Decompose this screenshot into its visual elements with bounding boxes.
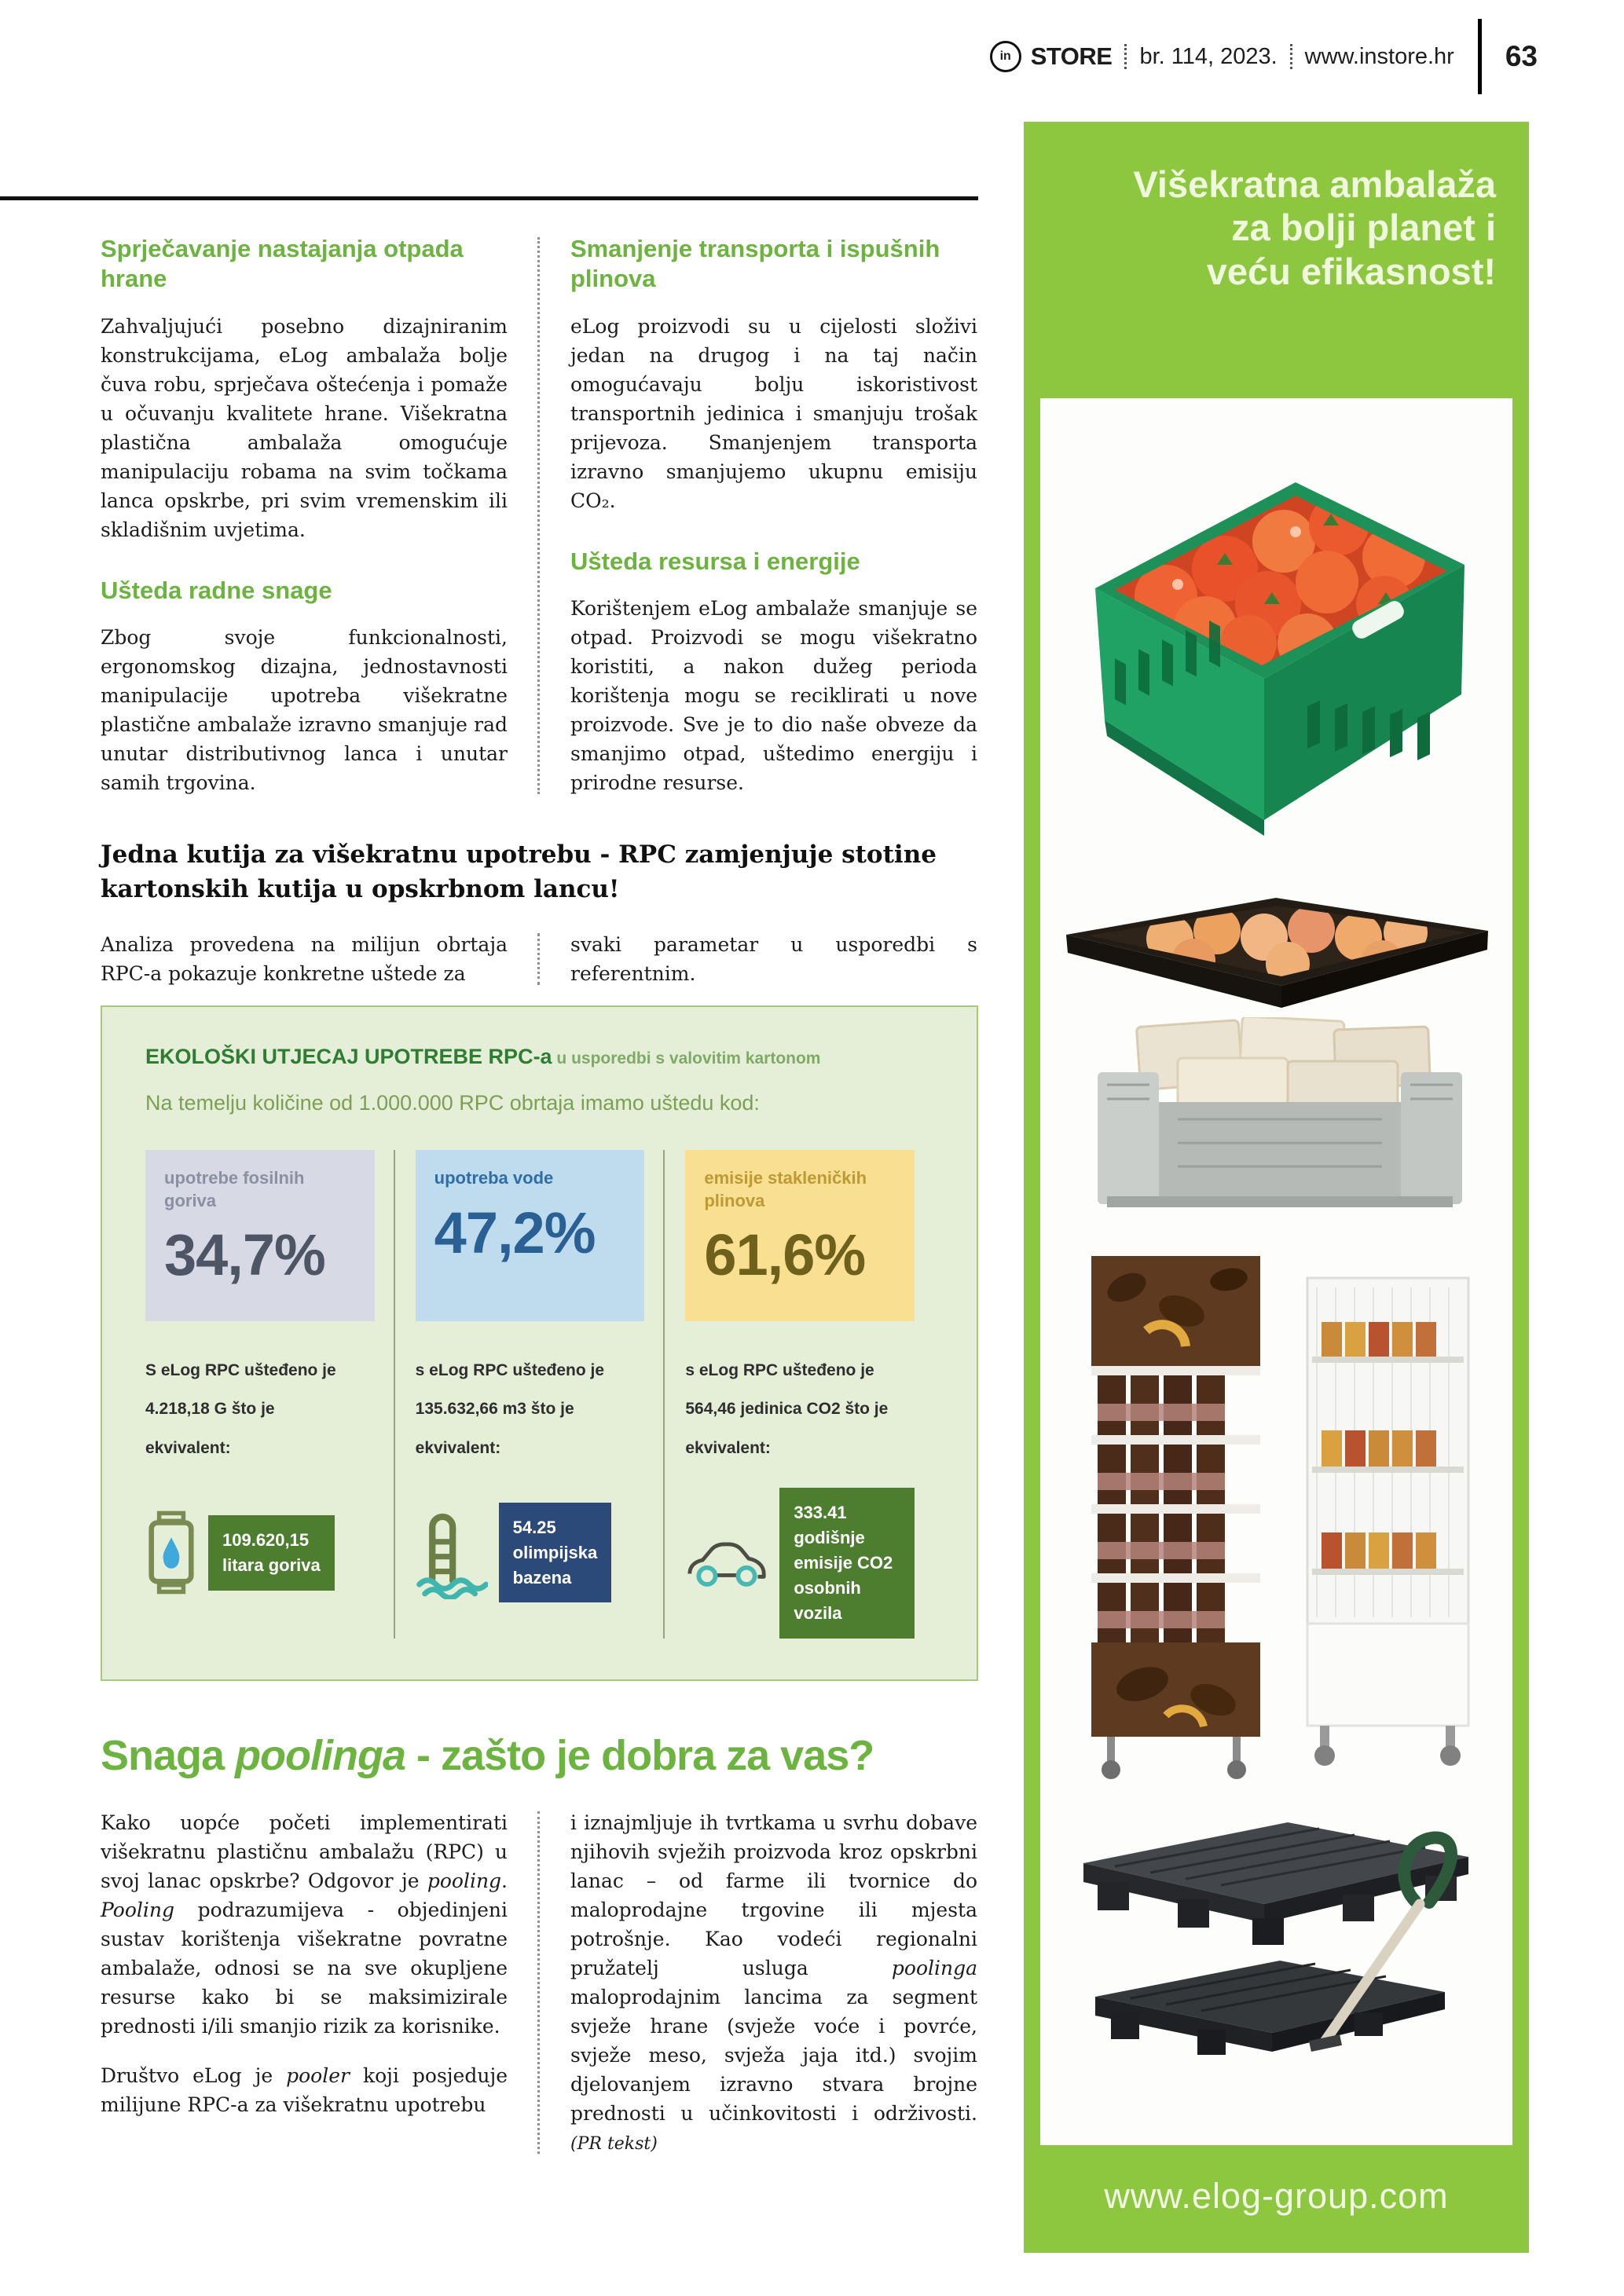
paragraph: eLog proizvodi su u cijelosti složivi jedan na drugog i na taj način omogućavaju bolju iskoristivost transportnih jedinica i smanjuju trošak prijevoza. Smanjenjem transporta izravno smanjujemo ukupnu emisiju CO₂. <box>570 314 977 512</box>
pool-ladder-icon <box>416 1507 488 1599</box>
section-heading: Ušteda radne snage <box>101 576 332 604</box>
column-left <box>101 234 508 797</box>
advert-title-line: veću efikasnost! <box>1206 250 1496 292</box>
pooling-section-title <box>101 1731 978 1780</box>
equiv-line: 333.41 godišnje <box>794 1503 865 1548</box>
paragraph: Zahvaljujući posebno dizajniranim konstrukcijama, eLog ambalaža bolje čuva robu, sprječava oštećenja i pomaže u očuvanju kvalitete hrane. Višekratna plastična ambalaža omogućuje manipulaciju robama na svim točkama lanca opskrbe, pri svim vremenskim ili skladišnim uvjetima. <box>101 314 508 541</box>
stat-label: upotrebe fosilnih goriva <box>164 1168 305 1210</box>
stat-equivalent <box>685 1488 915 1638</box>
column-right <box>570 234 977 797</box>
infographic-title-sub: u usporedbi s valovitim kartonom <box>552 1049 821 1068</box>
equiv-line: litara goriva <box>222 1554 321 1575</box>
article-columns-top <box>101 234 978 797</box>
paragraph <box>101 2061 508 2119</box>
equiv-line: olimpijska <box>512 1542 598 1562</box>
black-rpc-crate-peaches-photo <box>1052 892 1500 1009</box>
italic-run: Pooling <box>101 1898 175 1921</box>
stat-saved-text <box>145 1351 375 1467</box>
article-body <box>101 234 978 2157</box>
paragraph <box>570 1808 977 2158</box>
pr-credit: (PR tekst) <box>570 2133 658 2154</box>
instore-logo-icon <box>990 41 1021 72</box>
stat-water-use <box>394 1150 664 1638</box>
dotted-separator <box>1290 44 1292 69</box>
equivalent-box <box>779 1488 915 1638</box>
section-heading: Ušteda resursa i energije <box>570 547 860 575</box>
italic-run: poolinga <box>891 1956 977 1979</box>
article-columns-mid <box>101 930 978 988</box>
paragraph: Korištenjem eLog ambalaže smanjuje se otpad. Proizvodi se mogu višekratno koristiti, a nakon dužeg perioda korištenja mogu se reciklirati u nove proizvode. Sve je to dio naše obveze da smanjimo otpad, uštedimo energiju i prirodne resurse. <box>570 597 977 795</box>
italic-run: pooler <box>286 2063 350 2087</box>
stat-equivalent <box>416 1488 645 1617</box>
column-divider <box>537 933 540 985</box>
stat-fossil-fuel <box>145 1150 394 1638</box>
magazine-website: www.instore.hr <box>1304 43 1454 69</box>
advert-title-line: Višekratna ambalaža <box>1133 163 1496 205</box>
column-left <box>101 930 508 988</box>
article-columns-bottom <box>101 1808 978 2158</box>
stats-row <box>145 1150 933 1638</box>
equiv-line: 54.25 <box>512 1517 556 1537</box>
saved-line: s eLog RPC ušteđeno je <box>415 1361 605 1380</box>
saved-line: ekvivalent: <box>685 1438 771 1457</box>
infographic-subtitle: Na temelju količine od 1.000.000 RPC obrtaja imamo uštedu kod: <box>145 1091 760 1115</box>
section-heading: Sprječavanje nastajanja otpada hrane <box>101 235 464 293</box>
infographic-title <box>145 1045 933 1069</box>
logo-text: in <box>999 49 1011 63</box>
title-part: - zašto je dobra za vas? <box>405 1731 874 1779</box>
text-run: maloprodajnim lancima za segment svježe hrane (svježe voće i povrće, svježe meso, svježa jaja itd.) svojim djelovanjem izravno stvara brojne prednosti u učinkovitosti i održivosti. <box>570 1985 977 2125</box>
stat-value: 61,6% <box>704 1222 866 1288</box>
issue-number: br. 114, 2023. <box>1139 43 1278 69</box>
column-left <box>101 1808 508 2158</box>
column-divider <box>537 1811 540 2155</box>
fuel-canister-icon <box>145 1509 197 1597</box>
car-icon <box>685 1530 768 1596</box>
equivalent-box <box>208 1515 335 1591</box>
stat-value: 47,2% <box>434 1199 596 1265</box>
saved-line: s eLog RPC ušteđeno je <box>685 1361 874 1380</box>
dotted-separator <box>1124 44 1127 69</box>
column-right <box>570 930 977 988</box>
equiv-line: bazena <box>512 1567 572 1587</box>
title-part: Snaga <box>101 1731 236 1779</box>
column-right <box>570 1808 977 2158</box>
equiv-line: 109.620,15 <box>222 1529 310 1550</box>
text-run: . <box>501 1869 508 1892</box>
text-run: podrazumijeva - objedinjeni sustav korištenja višekratne povratne ambalaže, odnosi se na sve okupljene resurse kako bi se maksimizirale prednosti i/ili smanjio rizik za korisnike. <box>101 1898 508 2038</box>
equivalent-box <box>499 1503 612 1603</box>
saved-line: 4.218,18 G što je <box>145 1400 275 1419</box>
stat-card <box>416 1150 645 1321</box>
text-run: Društvo eLog je <box>101 2063 287 2087</box>
mid-headline: Jedna kutija za višekratnu upotrebu - RPC zamjenjuje stotine kartonskih kutija u opskrbnom lancu! <box>101 840 937 903</box>
stat-equivalent <box>145 1488 375 1617</box>
top-rule <box>0 196 978 200</box>
text-run: koji posjeduje milijune RPC-a za višekratnu upotrebu <box>101 2063 508 2116</box>
paragraph: Analiza provedena na milijun obrtaja RPC-a pokazuje konkretne uštede za <box>101 933 508 986</box>
stat-label: upotreba vode <box>434 1168 554 1188</box>
eco-impact-infographic <box>101 1005 978 1680</box>
stat-label: emisije stakleničkih plinova <box>704 1168 867 1210</box>
equiv-line: emisije CO2 <box>794 1552 893 1573</box>
plastic-pallets-hand-truck-photo <box>1060 1808 1496 2118</box>
elog-advert-sidebar <box>1024 122 1529 2253</box>
title-italic-part: poolinga <box>235 1731 406 1779</box>
section-heading: Smanjenje transporta i ispušnih plinova <box>570 235 940 293</box>
column-divider <box>537 237 540 794</box>
page-number: 63 <box>1505 40 1538 72</box>
saved-line: ekvivalent: <box>145 1438 231 1457</box>
stat-value: 34,7% <box>164 1222 325 1288</box>
elog-website-url: www.elog-group.com <box>1104 2176 1449 2216</box>
page-number-divider <box>1478 19 1482 94</box>
paragraph: svaki parametar u usporedbi s referentnim. <box>570 933 977 986</box>
grey-foldable-container-boxes-photo <box>1083 1017 1476 1214</box>
retail-display-units-photo <box>1072 1256 1484 1790</box>
stat-card <box>685 1150 915 1321</box>
equiv-line: osobnih vozila <box>794 1577 861 1623</box>
infographic-title-main: EKOLOŠKI UTJECAJ UPOTREBE RPC-a <box>145 1045 552 1069</box>
green-rpc-crate-tomatoes-photo <box>1072 408 1480 903</box>
text-run: Kako uopće početi implementirati višekratnu plastičnu ambalažu (RPC) u svoj lanac opskrbe? Odgovor je <box>101 1811 508 1892</box>
page-header <box>990 19 1538 94</box>
saved-line: 135.632,66 m3 što je <box>415 1400 574 1419</box>
text-run: i iznajmljuje ih tvrtkama u svrhu dobave njihovih svježih proizvoda kroz opskrbni lanac – od farme ili tvornice do maloprodajne trgovine ili mjesta potrošnje. Kao vodeći regionalni pružatelj usluga <box>570 1811 977 1979</box>
advert-title-line: za bolji planet i <box>1231 207 1496 249</box>
saved-line: ekvivalent: <box>415 1438 501 1457</box>
stat-greenhouse-gas <box>663 1150 933 1638</box>
saved-line: 564,46 jedinica CO2 što je <box>685 1400 889 1419</box>
magazine-brand: STORE <box>1030 42 1113 70</box>
stat-card <box>145 1150 375 1321</box>
stat-saved-text <box>416 1351 645 1467</box>
paragraph <box>101 1808 508 2041</box>
advert-title <box>1024 122 1529 293</box>
advert-photo-panel <box>1040 398 1512 2145</box>
paragraph: Zbog svoje funkcionalnosti, ergonomskog dizajna, jednostavnosti manipulacije upotreba višekratne plastične ambalaže izravno smanjuje rad unutar distributivnog lanca i unutar samih trgovina. <box>101 626 508 795</box>
italic-run: pooling <box>427 1869 502 1892</box>
stat-saved-text <box>685 1351 915 1467</box>
saved-line: S eLog RPC ušteđeno je <box>145 1361 336 1380</box>
